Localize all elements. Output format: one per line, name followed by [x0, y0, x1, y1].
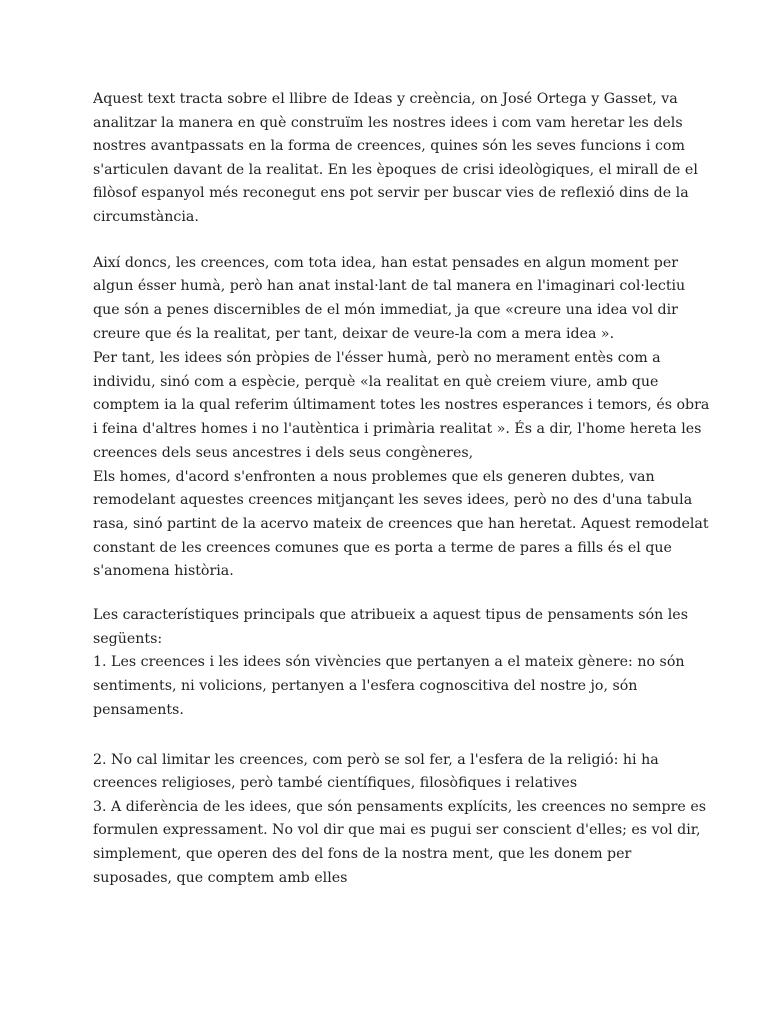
text-line: creences religioses, però també científiques, filosòfiques i relatives	[93, 775, 578, 792]
text-line: 3. A diferència de les idees, que són pensaments explícits, les creences no sempre es	[93, 798, 707, 815]
paragraph-point-2	[93, 749, 683, 796]
text-line: Per tant, les idees són pròpies de l'ésser humà, però no merament entès com a	[93, 349, 661, 366]
text-line: nostres avantpassats en la forma de creences, quines són les seves funcions i com	[93, 138, 685, 155]
text-line: algun ésser humà, però han anat instal·lant de tal manera en l'imaginari col·lectiu	[93, 278, 686, 295]
paragraph-characteristics	[93, 604, 688, 723]
text-line: individu, sinó com a espècie, perquè «la realitat en què creiem viure, amb que	[93, 373, 659, 390]
text-line: i feina d'altres homes i no l'autèntica i primària realitat ». És a dir, l'home hereta les	[93, 421, 702, 438]
text-line: simplement, que operen des del fons de la nostra ment, que les donem per	[93, 846, 632, 863]
text-line: remodelant aquestes creences mitjançant les seves idees, però no des d'una tabula	[93, 492, 693, 509]
paragraph-point-3	[93, 796, 707, 891]
text-line: creences dels seus ancestres i dels seus congèneres,	[93, 444, 474, 461]
text-line: Aquest text tracta sobre el llibre de Ideas y creència, on José Ortega y Gasset, va	[93, 91, 678, 107]
paragraph-intro	[93, 88, 698, 230]
text-line: Les característiques principals que atribueix a aquest tipus de pensaments són les	[93, 606, 688, 623]
text-line: següents:	[93, 630, 163, 647]
text-line: rasa, sinó partint de la acervo mateix de creences que han heretat. Aquest remodelat	[93, 515, 709, 532]
text-line: suposades, que comptem amb elles	[93, 870, 348, 887]
text-line: Els homes, d'acord s'enfronten a nous problemes que els generen dubtes, van	[93, 468, 655, 485]
text-line: analitzar la manera en què construïm les nostres idees i com vam heretar les dels	[93, 114, 683, 131]
text-line: que són a penes discernibles de el món immediat, ja que «creure una idea vol dir	[93, 302, 678, 319]
text-line: formulen expressament. No vol dir que mai es pugui ser conscient d'elles; es vol dir,	[93, 822, 701, 839]
text-line: s'articulen davant de la realitat. En les èpoques de crisi ideològiques, el mirall de el	[93, 161, 698, 178]
text-line: s'anomena història.	[93, 563, 234, 580]
paragraph-history	[93, 466, 709, 584]
text-line: comptem ia la qual referim últimament totes les nostres esperances i temors, és obra	[93, 397, 710, 414]
text-line: filòsof espanyol més reconegut ens pot servir per buscar vies de reflexió dins de la	[93, 185, 689, 202]
text-line: 1. Les creences i les idees són vivències que pertanyen a el mateix gènere: no són	[93, 654, 685, 671]
paragraph-beliefs	[93, 252, 710, 466]
text-line: 2. No cal limitar les creences, com però se sol fer, a l'esfera de la religió: hi ha	[93, 751, 659, 768]
text-line: constant de les creences comunes que es porta a terme de pares a fills és el que	[93, 539, 672, 556]
text-line: creure que és la realitat, per tant, deixar de veure-la com a mera idea ».	[93, 325, 615, 342]
text-line: sentiments, ni volicions, pertanyen a l'esfera cognoscitiva del nostre jo, són	[93, 678, 638, 695]
text-line: circumstància.	[93, 208, 199, 225]
document-page	[93, 88, 710, 891]
text-line: pensaments.	[93, 701, 184, 718]
text-line: Així doncs, les creences, com tota idea, han estat pensades en algun moment per	[93, 254, 678, 271]
